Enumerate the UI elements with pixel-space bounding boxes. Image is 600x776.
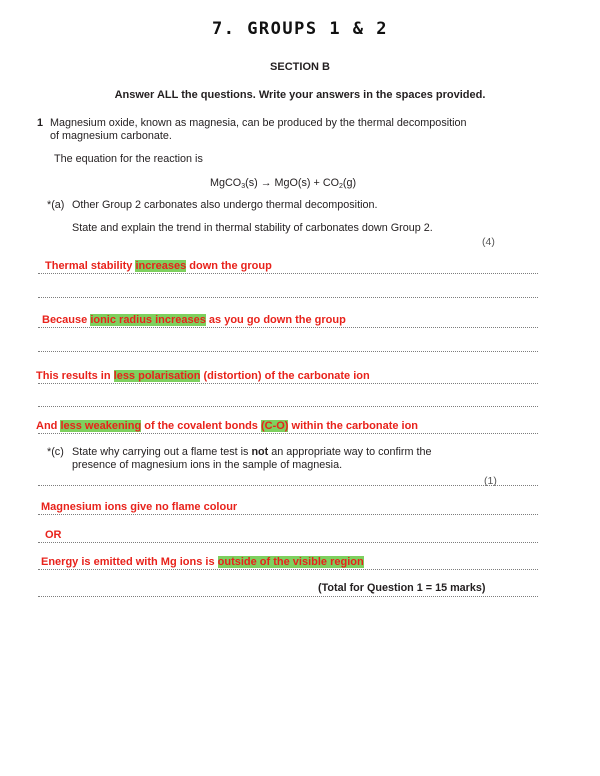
answer-line-4: And less weakening of the covalent bonds (C-O) within the carbonate ion — [36, 420, 419, 432]
page-title: 7. GROUPS 1 & 2 — [211, 19, 389, 39]
answer-rule — [38, 433, 538, 434]
answer-c-line-2: Energy is emitted with Mg ions is outside of the visible region — [41, 556, 364, 568]
part-c-text: State why carrying out a flame test is not an appropriate way to confirm the — [72, 446, 432, 458]
instructions: Answer ALL the questions. Write your answers in the spaces provided. — [114, 89, 486, 101]
answer-rule — [38, 273, 538, 274]
answer-line-1: Thermal stability increases down the group — [45, 260, 272, 272]
answer-rule — [38, 485, 538, 486]
part-c-text-line2: presence of magnesium ions in the sample of magnesia. — [72, 459, 343, 471]
answer-rule — [38, 569, 538, 570]
answer-line-2: Because ionic radius increases as you go down the group — [42, 314, 346, 326]
answer-line-3: This results in less polarisation (distortion) of the carbonate ion — [36, 370, 370, 382]
question-intro-line1: Magnesium oxide, known as magnesia, can be produced by the thermal decomposition — [50, 117, 467, 129]
part-a-text: Other Group 2 carbonates also undergo thermal decomposition. — [72, 199, 378, 211]
section-heading: SECTION B — [270, 61, 330, 73]
answer-rule — [38, 542, 538, 543]
part-a-label: *(a) — [47, 199, 65, 211]
answer-rule — [38, 596, 538, 597]
part-c-label: *(c) — [47, 446, 64, 458]
total-marks: (Total for Question 1 = 15 marks) — [318, 582, 486, 594]
answer-rule — [38, 383, 538, 384]
question-number: 1 — [37, 117, 44, 129]
answer-c-or: OR — [45, 529, 62, 541]
answer-rule — [38, 514, 538, 515]
chemical-equation: MgCO$_3$(s) → $MgO(s) + CO_2(g)$ — [210, 177, 357, 190]
question-intro-line2: of magnesium carbonate. — [50, 130, 172, 142]
answer-c-line-1: Magnesium ions give no flame colour — [41, 501, 238, 513]
part-a-task: State and explain the trend in thermal stability of carbonates down Group 2. — [72, 222, 433, 234]
answer-rule — [38, 351, 538, 352]
part-a-marks: (4) — [482, 236, 495, 248]
answer-rule — [38, 406, 538, 407]
part-c-marks: (1) — [484, 475, 497, 487]
answer-rule — [38, 327, 538, 328]
answer-rule — [38, 297, 538, 298]
equation-lead: The equation for the reaction is — [54, 153, 203, 165]
